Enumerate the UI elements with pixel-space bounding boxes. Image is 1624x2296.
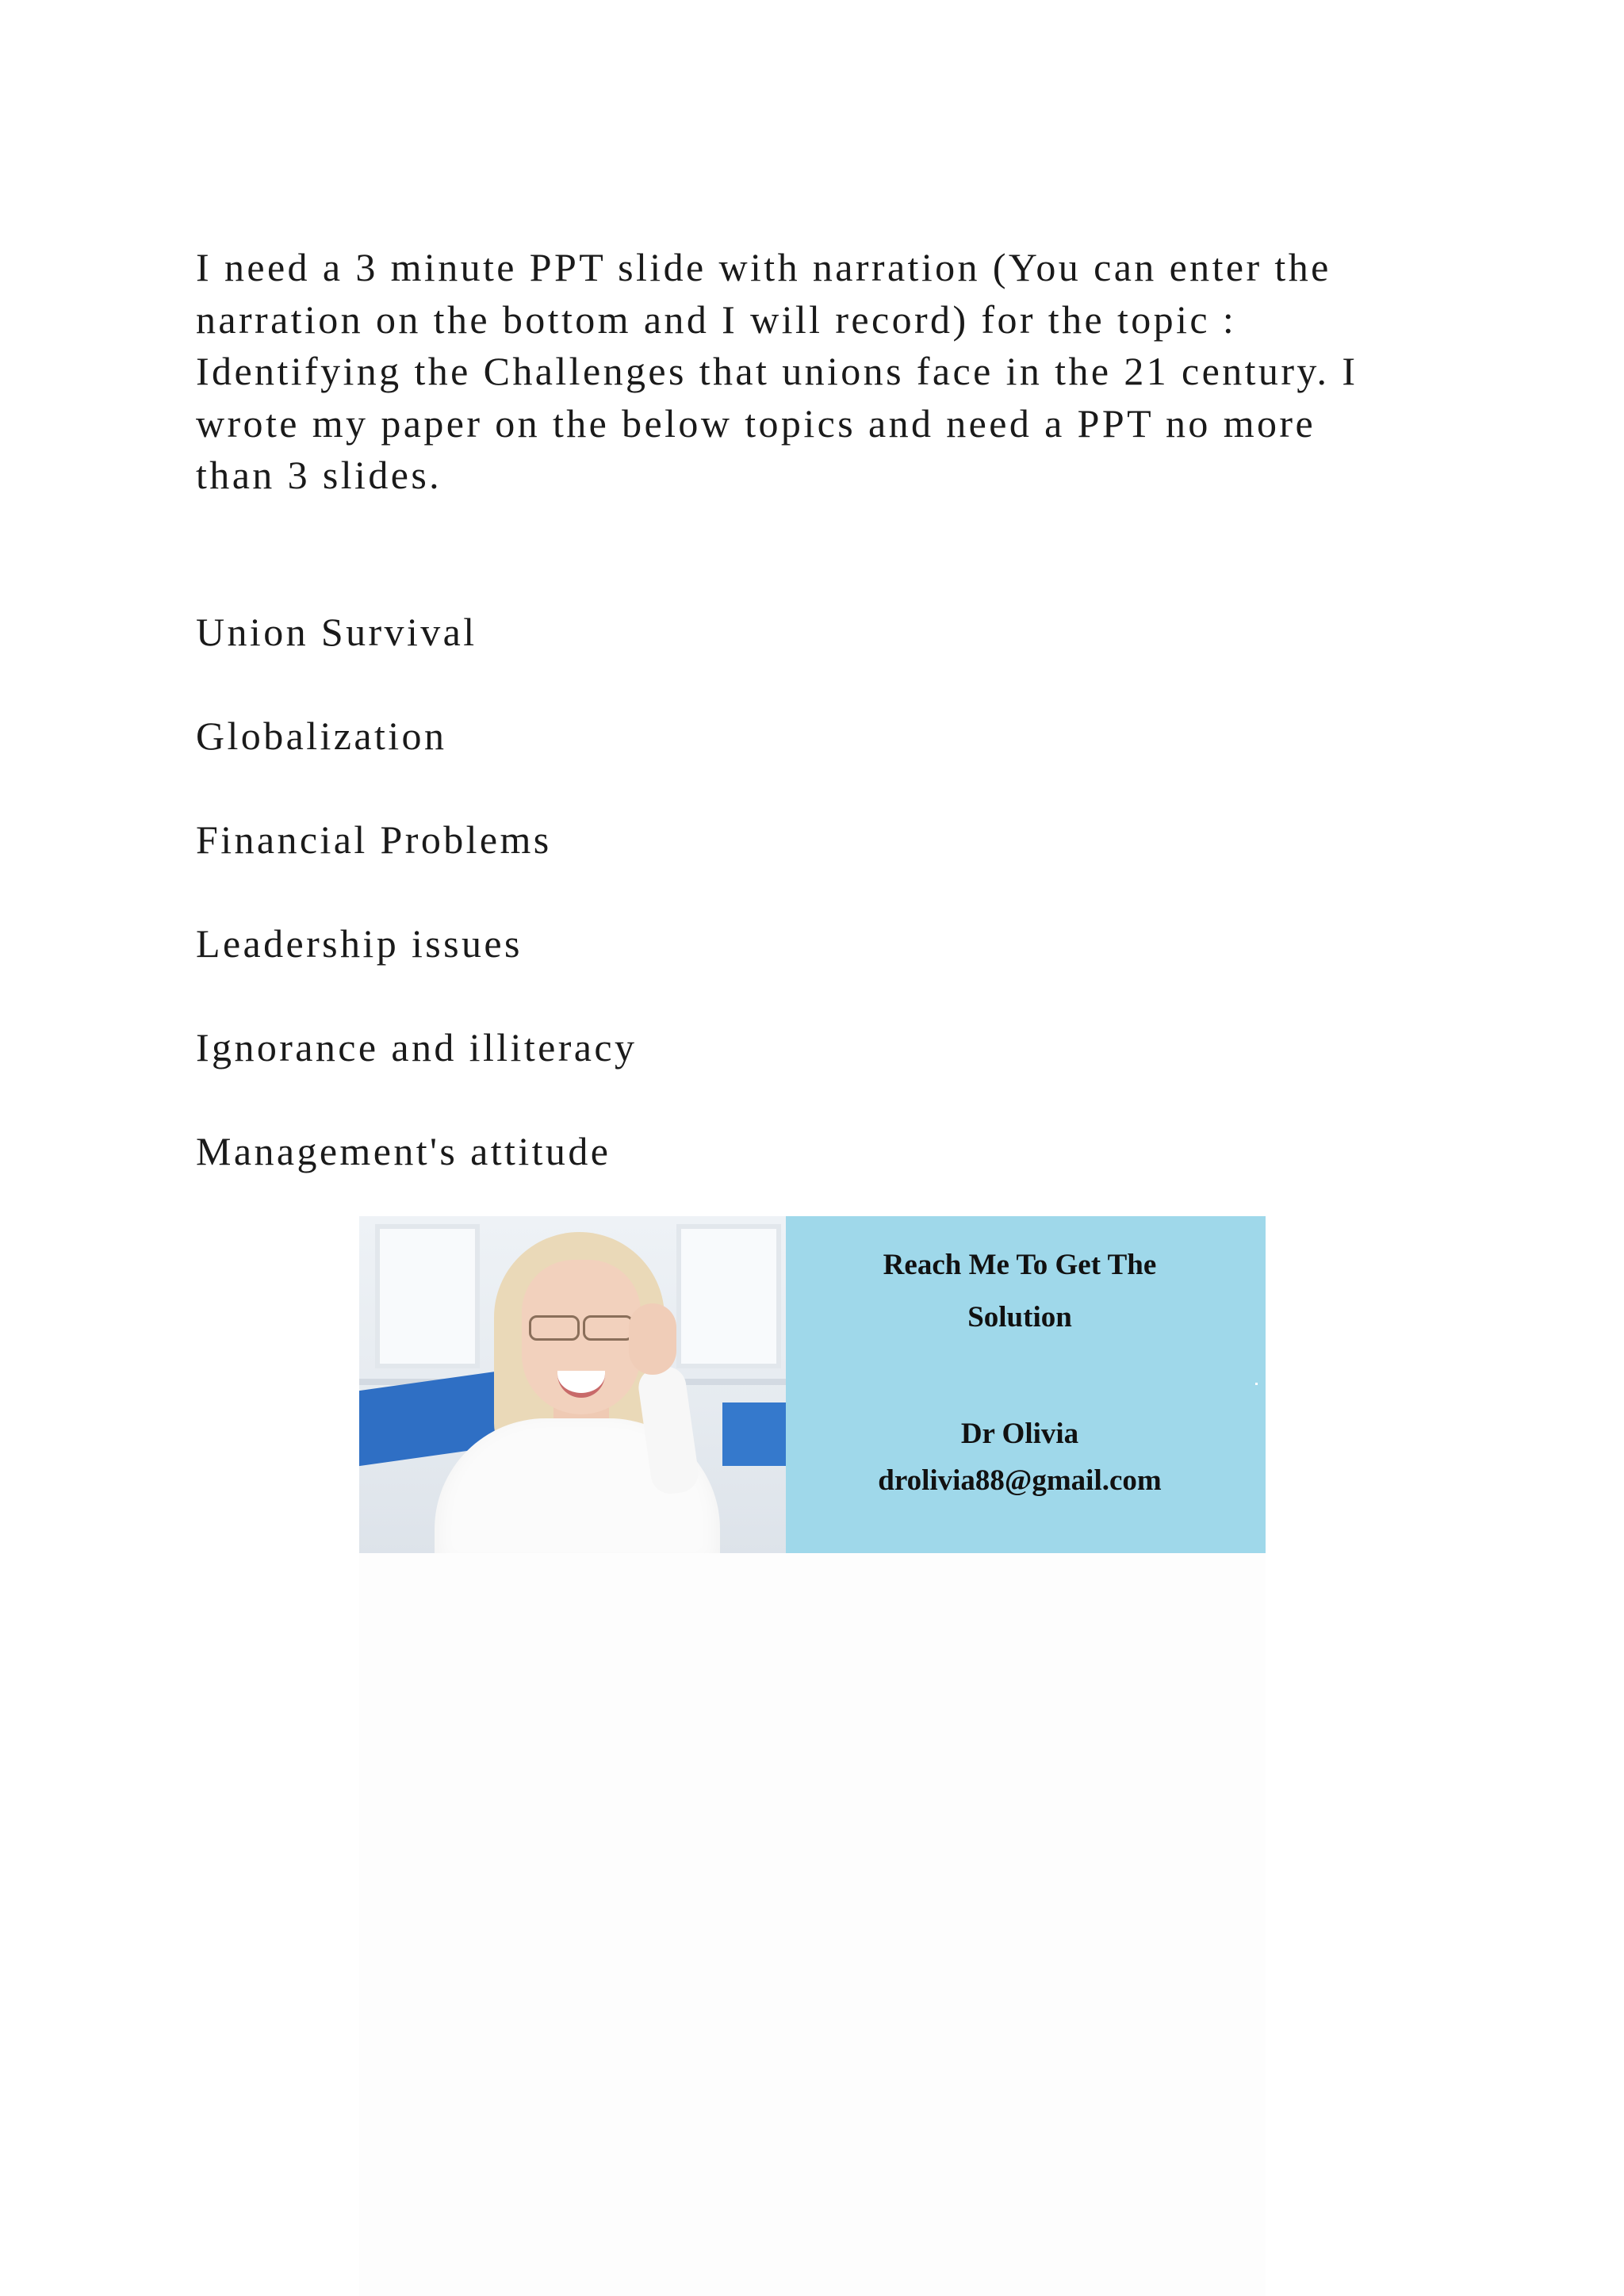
topic-item: Globalization: [196, 714, 447, 758]
banner-headline: Solution: [967, 1301, 1072, 1334]
hand: [629, 1303, 676, 1375]
woman-photo: [359, 1216, 786, 1553]
contact-banner[interactable]: [359, 1216, 1266, 1553]
topic-item: Leadership issues: [196, 921, 523, 966]
topic-item: Management's attitude: [196, 1129, 611, 1173]
topic-item: Financial Problems: [196, 817, 552, 862]
contact-name: Dr Olivia: [960, 1418, 1079, 1450]
banner-headline: Reach Me To Get The: [883, 1249, 1157, 1281]
blue-chair: [722, 1402, 786, 1466]
intro-line: I need a 3 minute PPT slide with narration (You can enter the: [196, 245, 1331, 289]
blank-image-area: [359, 1553, 1266, 2296]
window-pane: [375, 1224, 480, 1368]
intro-line: narration on the bottom and I will record) for the topic :: [196, 297, 1237, 342]
intro-line: Identifying the Challenges that unions face in the 21 century. I: [196, 349, 1358, 393]
topic-item: Ignorance and illiteracy: [196, 1025, 638, 1070]
decorative-dot: [1255, 1383, 1258, 1385]
topic-list: [196, 607, 637, 1230]
intro-line: than 3 slides.: [196, 453, 442, 497]
glasses-icon: [524, 1315, 635, 1337]
window-pane: [676, 1224, 781, 1368]
intro-line: wrote my paper on the below topics and need a PPT no more: [196, 400, 1316, 446]
intro-paragraph: [196, 242, 1465, 502]
contact-info-panel: [786, 1216, 1266, 1553]
contact-email[interactable]: drolivia88@gmail.com: [878, 1464, 1162, 1497]
topic-item: Union Survival: [196, 610, 477, 654]
